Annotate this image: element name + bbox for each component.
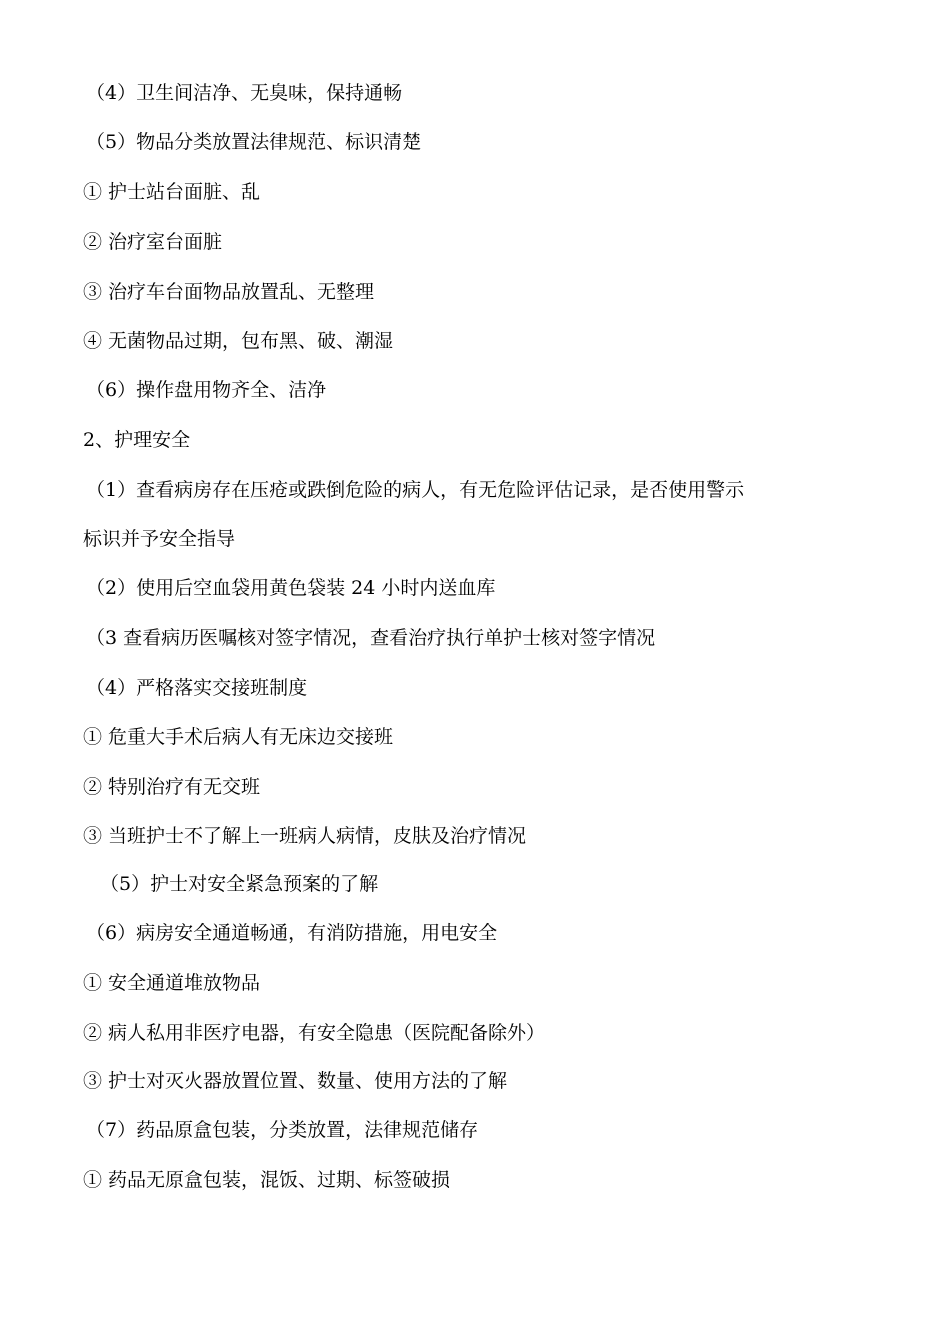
text-line-5-emergency-plan: （5）护士对安全紧急预案的了解	[100, 873, 379, 895]
text-line-sub-1-drug-packaging: ① 药品无原盒包装，混饭、过期、标签破损	[83, 1169, 451, 1191]
text-line-sub-2-private-appliances: ② 病人私用非医疗电器，有安全隐患（医院配备除外）	[83, 1022, 546, 1044]
text-line-sub-1-nurse-station: ① 护士站台面脏、乱	[83, 181, 261, 203]
text-line-3-medical-record-check: （3 查看病历医嘱核对签字情况，查看治疗执行单护士核对签字情况	[86, 627, 656, 649]
text-line-sub-3-nurse-awareness: ③ 当班护士不了解上一班病人病情，皮肤及治疗情况	[83, 825, 527, 847]
text-line-6-safety-passage: （6）病房安全通道畅通，有消防措施，用电安全	[86, 922, 498, 944]
text-line-1-pressure-fall-risk: （1）查看病房存在压疮或跌倒危险的病人，有无危险评估记录，是否使用警示	[86, 479, 745, 501]
text-line-sub-1-bedside-handover: ① 危重大手术后病人有无床边交接班	[83, 726, 394, 748]
text-line-6-operation-tray: （6）操作盘用物齐全、洁净	[86, 379, 327, 401]
text-line-4-shift-handover: （4）严格落实交接班制度	[86, 677, 308, 699]
text-line-sub-1-passage-obstruction: ① 安全通道堆放物品	[83, 972, 261, 994]
text-line-sub-2-special-treatment: ② 特别治疗有无交班	[83, 776, 261, 798]
text-line-sub-3-fire-extinguisher: ③ 护士对灭火器放置位置、数量、使用方法的了解	[83, 1070, 508, 1092]
text-line-sub-4-sterile-items: ④ 无菌物品过期，包布黑、破、潮湿	[83, 330, 394, 352]
text-line-4-restroom: （4）卫生间洁净、无臭味，保持通畅	[86, 82, 403, 104]
text-line-7-drug-storage: （7）药品原盒包装，分类放置，法律规范储存	[86, 1119, 479, 1141]
text-line-5-item-sorting: （5）物品分类放置法律规范、标识清楚	[86, 131, 422, 153]
text-line-2-blood-bag: （2）使用后空血袋用黄色袋装 24 小时内送血库	[86, 577, 496, 599]
text-line-1-continued: 标识并予安全指导	[83, 528, 236, 550]
text-line-sub-2-treatment-room: ② 治疗室台面脏	[83, 231, 223, 253]
text-line-sub-3-treatment-cart: ③ 治疗车台面物品放置乱、无整理	[83, 281, 375, 303]
section-heading-nursing-safety: 2、护理安全	[83, 429, 191, 451]
